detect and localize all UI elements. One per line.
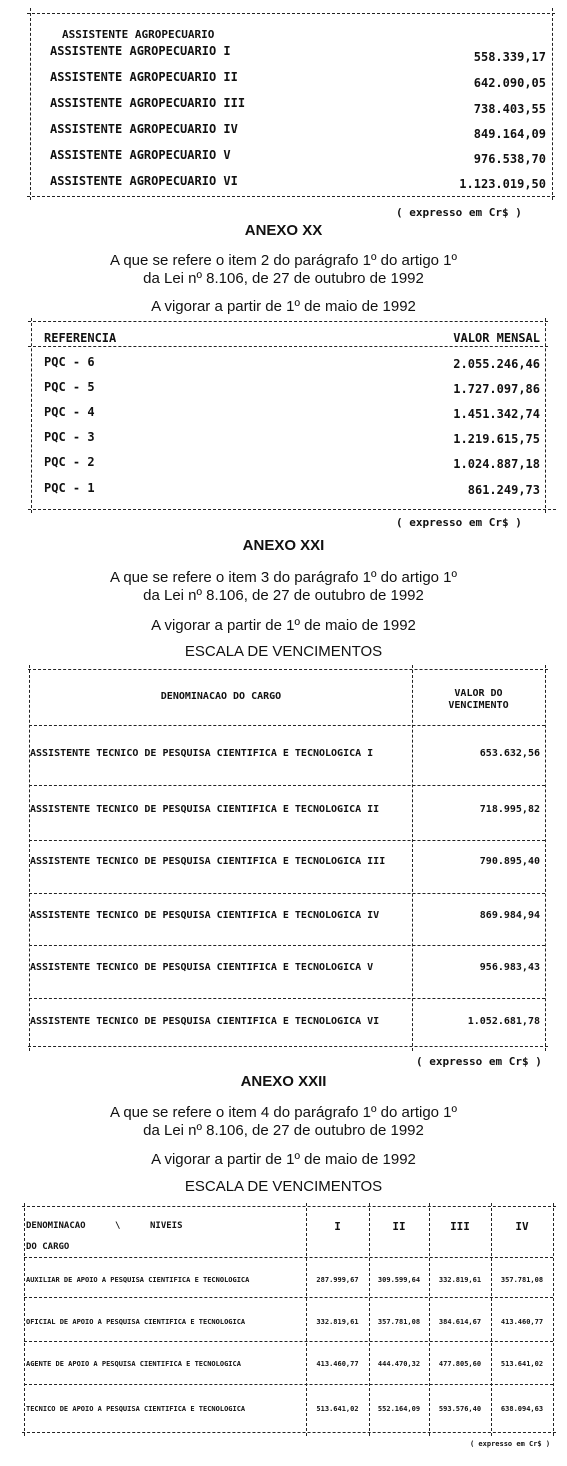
table-border-left [30,8,31,200]
row-label: ASSISTENTE AGROPECUARIO IV [50,122,238,136]
column-header-valor-2: VENCIMENTO [448,700,509,711]
row-value: 513.641,02 [500,1360,544,1368]
column-header-referencia: REFERENCIA [44,331,117,345]
row-divider [24,1297,553,1298]
column-header-level: II [392,1220,406,1233]
row-value: 1.451.342,74 [453,407,540,421]
column-header-cargo-1: DENOMINACAO [26,1221,86,1231]
row-divider [24,1341,553,1342]
column-header-cargo-2: DO CARGO [26,1242,70,1252]
row-label: ASSISTENTE AGROPECUARIO V [50,148,231,162]
row-value: 593.576,40 [438,1405,482,1413]
row-value: 2.055.246,46 [453,357,540,371]
row-cargo: ASSISTENTE TECNICO DE PESQUISA CIENTIFICA E TECNOLOGICA V [30,962,374,973]
table-border-top [28,669,548,670]
table-border-top [27,13,555,14]
row-value: 513.641,02 [316,1405,359,1413]
row-value: 1.024.887,18 [453,457,540,471]
row-divider [29,945,545,946]
anexo-scale-title: ESCALA DE VENCIMENTOS [184,643,383,660]
anexo-reference-line: A que se refere o item 2 do parágrafo 1º do artigo 1º [109,252,457,269]
row-divider [24,1257,553,1258]
row-value: 653.632,56 [479,748,540,759]
row-value: 861.249,73 [467,483,540,497]
anexo-date-line: A vigorar a partir de 1º de maio de 1992 [151,298,416,315]
row-value: 956.983,43 [479,962,540,973]
anexo-date-line: A vigorar a partir de 1º de maio de 1992 [151,617,416,634]
row-value: 869.984,94 [479,910,540,921]
row-value: 849.164,09 [473,127,546,141]
row-value: 558.339,17 [473,50,546,64]
row-cargo: OFICIAL DE APOIO A PESQUISA CIENTIFICA E TECNOLOGICA [26,1318,246,1326]
row-label: ASSISTENTE AGROPECUARIO VI [50,174,238,188]
row-label: ASSISTENTE AGROPECUARIO III [50,96,246,110]
row-cargo: ASSISTENTE TECNICO DE PESQUISA CIENTIFICA E TECNOLOGICA II [30,804,380,815]
row-cargo: ASSISTENTE TECNICO DE PESQUISA CIENTIFICA E TECNOLOGICA III [30,856,386,867]
column-header-level: I [334,1220,341,1233]
currency-note: ( expresso em Cr$ ) [396,206,522,219]
anexo-title: ANEXO XXII [240,1073,327,1090]
table-border-left [24,1203,25,1436]
anexo-law-line: da Lei nº 8.106, de 27 de outubro de 1992 [143,587,424,604]
row-ref: PQC - 1 [44,481,95,495]
table-border-top [22,1206,556,1207]
row-ref: PQC - 4 [44,405,95,419]
row-value: 332.819,61 [316,1318,359,1326]
anexo-scale-title: ESCALA DE VENCIMENTOS [184,1178,383,1195]
row-value: 444.470,32 [377,1360,421,1368]
row-value: 1.123.019,50 [459,177,546,191]
currency-note: ( expresso em Cr$ ) [470,1440,551,1448]
row-value: 413.460,77 [316,1360,359,1368]
row-ref: PQC - 5 [44,380,95,394]
row-value: 384.614,67 [438,1318,482,1326]
row-cargo: AGENTE DE APOIO A PESQUISA CIENTIFICA E TECNOLOGICA [26,1360,241,1368]
row-value: 332.819,61 [438,1276,482,1284]
table-header-divider [28,346,548,347]
anexo-law-line: da Lei nº 8.106, de 27 de outubro de 1992 [143,270,424,287]
row-value: 477.805,60 [438,1360,482,1368]
row-value: 738.403,55 [473,102,546,116]
column-header-level: IV [515,1220,529,1233]
row-value: 287.999,67 [316,1276,359,1284]
row-divider [29,893,545,894]
row-cargo: AUXILIAR DE APOIO A PESQUISA CIENTIFICA E TECNOLOGICA [26,1276,250,1284]
anexo-date-line: A vigorar a partir de 1º de maio de 1992 [151,1151,416,1168]
row-value: 552.164,09 [377,1405,421,1413]
row-label: ASSISTENTE AGROPECUARIO I [50,44,231,58]
row-value: 1.727.097,86 [453,382,540,396]
row-cargo: TECNICO DE APOIO A PESQUISA CIENTIFICA E TECNOLOGICA [26,1405,246,1413]
row-ref: PQC - 2 [44,455,95,469]
row-cargo: ASSISTENTE TECNICO DE PESQUISA CIENTIFICA E TECNOLOGICA I [30,748,374,759]
row-divider [29,725,545,726]
column-header-cargo: DENOMINACAO DO CARGO [160,691,282,702]
row-value: 642.090,05 [473,76,546,90]
row-ref: PQC - 3 [44,430,95,444]
column-header-valor-1: VALOR DO [454,688,503,699]
row-value: 1.052.681,78 [467,1016,540,1027]
row-cargo: ASSISTENTE TECNICO DE PESQUISA CIENTIFICA E TECNOLOGICA IV [30,910,380,921]
table-border-right [553,1203,554,1436]
anexo-title: ANEXO XX [244,222,323,239]
table-border-bottom [22,1432,556,1433]
row-value: 976.538,70 [473,152,546,166]
anexo-reference-line: A que se refere o item 3 do parágrafo 1º do artigo 1º [109,569,457,586]
table-border-left [31,318,32,513]
table-header: ASSISTENTE AGROPECUARIO [62,28,215,41]
row-ref: PQC - 6 [44,355,95,369]
row-cargo: ASSISTENTE TECNICO DE PESQUISA CIENTIFICA E TECNOLOGICA VI [30,1016,380,1027]
table-border-right [545,665,546,1051]
table-border-bottom [28,1046,548,1047]
row-value: 638.094,63 [500,1405,544,1413]
row-value: 413.460,77 [500,1318,544,1326]
row-value: 718.995,82 [479,804,540,815]
row-value: 1.219.615,75 [453,432,540,446]
currency-note: ( expresso em Cr$ ) [396,516,522,529]
column-header-separator: \ [115,1221,121,1231]
row-divider [29,840,545,841]
row-value: 357.781,08 [500,1276,544,1284]
anexo-reference-line: A que se refere o item 4 do parágrafo 1º do artigo 1º [109,1104,457,1121]
table-border-right [552,8,553,200]
row-value: 790.895,40 [479,856,540,867]
table-border-right [545,318,546,513]
row-value: 309.599,64 [377,1276,421,1284]
column-header-niveis: NIVEIS [150,1221,183,1231]
row-divider [29,998,545,999]
table-border-bottom [28,509,556,510]
table-border-top [28,321,548,322]
column-header-level: III [450,1220,470,1233]
anexo-law-line: da Lei nº 8.106, de 27 de outubro de 1992 [143,1122,424,1139]
currency-note: ( expresso em Cr$ ) [416,1055,542,1068]
table-border-bottom [27,196,555,197]
row-divider [24,1384,553,1385]
anexo-title: ANEXO XXI [242,537,325,554]
column-header-valor: VALOR MENSAL [453,331,540,345]
row-label: ASSISTENTE AGROPECUARIO II [50,70,238,84]
row-value: 357.781,08 [377,1318,421,1326]
row-divider [29,785,545,786]
